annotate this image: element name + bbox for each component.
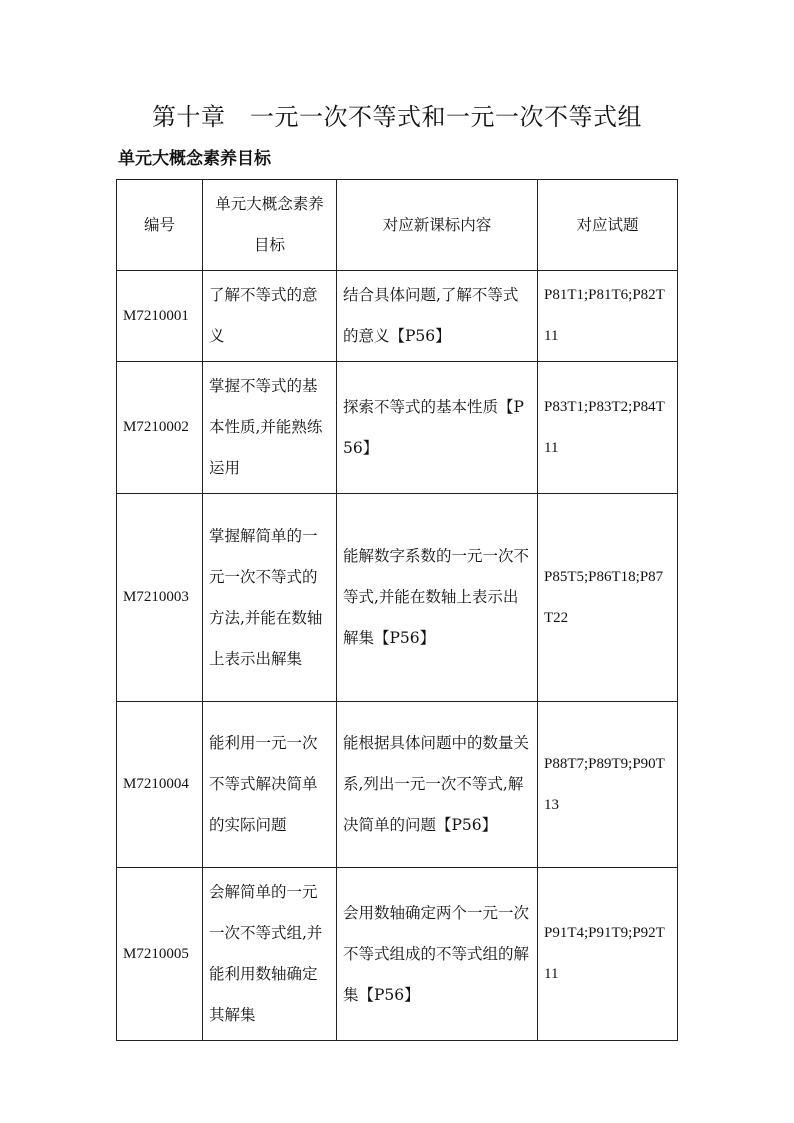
table-row [117, 702, 678, 868]
row-code: M7210005 [117, 868, 203, 1041]
table-row [117, 494, 678, 702]
row-code: M7210001 [117, 271, 203, 362]
row-items: P91T4;P91T9;P92T11 [538, 868, 678, 1041]
row-code: M7210002 [117, 362, 203, 494]
row-content: 结合具体问题,了解不等式的意义【P56】 [337, 271, 538, 362]
row-code: M7210004 [117, 702, 203, 868]
row-items: P83T1;P83T2;P84T11 [538, 362, 678, 494]
table-header-row [117, 180, 678, 271]
row-goal: 了解不等式的意义 [203, 271, 337, 362]
row-code: M7210003 [117, 494, 203, 702]
row-goal: 掌握解简单的一元一次不等式的方法,并能在数轴上表示出解集 [203, 494, 337, 702]
table-row [117, 271, 678, 362]
row-content: 会用数轴确定两个一元一次不等式组成的不等式组的解集【P56】 [337, 868, 538, 1041]
goals-table [116, 179, 678, 1041]
row-items: P81T1;P81T6;P82T11 [538, 271, 678, 362]
row-items: P85T5;P86T18;P87T22 [538, 494, 678, 702]
row-goal: 会解简单的一元一次不等式组,并能利用数轴确定其解集 [203, 868, 337, 1041]
header-items: 对应试题 [538, 180, 678, 271]
header-code: 编号 [117, 180, 203, 271]
header-goal: 单元大概念素养目标 [203, 180, 337, 271]
section-heading: 单元大概念素养目标 [118, 149, 271, 169]
row-content: 能根据具体问题中的数量关系,列出一元一次不等式,解决简单的问题【P56】 [337, 702, 538, 868]
row-goal: 能利用一元一次不等式解决简单的实际问题 [203, 702, 337, 868]
row-content: 探索不等式的基本性质【P56】 [337, 362, 538, 494]
table-row [117, 362, 678, 494]
row-goal: 掌握不等式的基本性质,并能熟练运用 [203, 362, 337, 494]
row-items: P88T7;P89T9;P90T13 [538, 702, 678, 868]
row-content: 能解数字系数的一元一次不等式,并能在数轴上表示出解集【P56】 [337, 494, 538, 702]
table-row [117, 868, 678, 1041]
header-content: 对应新课标内容 [337, 180, 538, 271]
chapter-title: 第十章 一元一次不等式和一元一次不等式组 [152, 103, 642, 131]
